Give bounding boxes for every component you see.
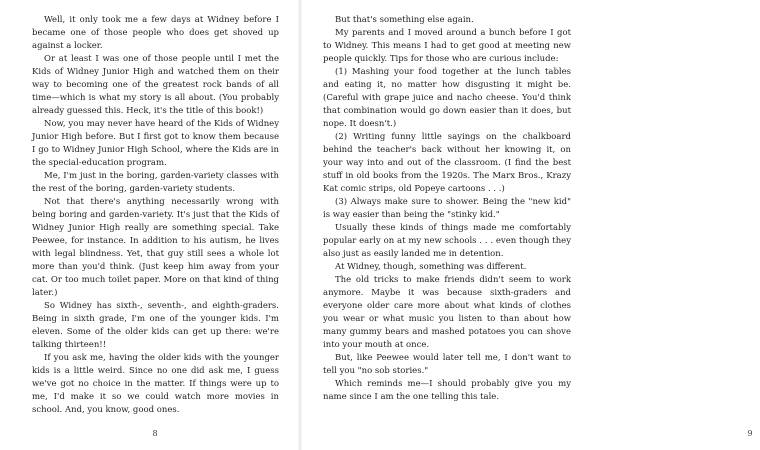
paragraph: (2) Writing funny little sayings on the chalkboard behind the teacher's back without her knowing it, on your way into and out of the classroom. (I find the best stuff in old books from the 1920s. The Marx Bros., Krazy Kat comic strips, old Popeye cartoons . . .) <box>323 132 571 194</box>
left-page <box>0 0 300 450</box>
paragraph: At Widney, though, something was different. <box>335 262 527 272</box>
paragraph: So Widney has sixth-, seventh-, and eighth-graders. Being in sixth grade, I'm one of the younger kids. I'm eleven. Some of the older kids can get up there: we're talking thirteen!! <box>32 301 279 350</box>
paragraph: (3) Always make sure to shower. Being the "new kid" is way easier than being the "stinky kid." <box>323 197 571 220</box>
right-page-text <box>323 14 571 404</box>
paragraph: Now, you may never have heard of the Kids of Widney Junior High before. But I first got to know them because I go to Widney Junior High School, where the Kids are in the special-education program. <box>32 119 279 168</box>
paragraph: Or at least I was one of those people until I met the Kids of Widney Junior High and watched them on their way to becoming one of the greatest rock bands of all time—which is what my story is all about. (You probably already guessed this. Heck, it's the title of this book!) <box>32 54 279 116</box>
left-page-text <box>32 14 279 417</box>
paragraph: But that's something else again. <box>335 15 474 25</box>
paragraph: Me, I'm just in the boring, garden-variety classes with the rest of the boring, garden-variety students. <box>32 171 279 194</box>
paragraph: Usually these kinds of things made me comfortably popular early on at my new schools . . . even though they also just as easily landed me in detention. <box>323 223 571 259</box>
paragraph: Well, it only took me a few days at Widney before I became one of those people who does get shoved up against a locker. <box>32 15 279 51</box>
paragraph: Which reminds me—I should probably give you my name since I am the one telling this tale. <box>323 379 571 402</box>
paragraph: My parents and I moved around a bunch before I got to Widney. This means I had to get good at meeting new people quickly. Tips for those who are curious include: <box>323 28 571 64</box>
page-number-right: 9 <box>747 429 753 438</box>
paragraph: (1) Mashing your food together at the lunch tables and eating it, no matter how disgusting it might be. (Careful with grape juice and nacho cheese. You'd think that combination would go down easier than it does, but nope. It doesn't.) <box>323 67 571 129</box>
paragraph: But, like Peewee would later tell me, I don't want to tell you "no sob stories." <box>323 353 571 376</box>
paragraph: The old tricks to make friends didn't seem to work anymore. Maybe it was because sixth-graders and everyone older care more about what kinds of clothes you wear or what music you listen to than about how many gummy bears and mashed potatoes you can shove into your mouth at once. <box>323 275 571 350</box>
paragraph: If you ask me, having the older kids with the younger kids is a little weird. Since no one did ask me, I guess we've got no choice in the matter. If things were up to me, I'd make it so we could watch more movies in school. And, you know, good ones. <box>32 353 279 415</box>
page-number-left: 8 <box>152 429 158 438</box>
paragraph: Not that there's anything necessarily wrong with being boring and garden-variety. It's just that the Kids of Widney Junior High really are something special. Take Peewee, for instance. In addition to his autism, he lives with legal blindness. Yet, that guy still sees a whole lot more than you'd think. (Just keep him away from your cat. Or too much toilet paper. More on that kind of thing later.) <box>32 197 279 298</box>
